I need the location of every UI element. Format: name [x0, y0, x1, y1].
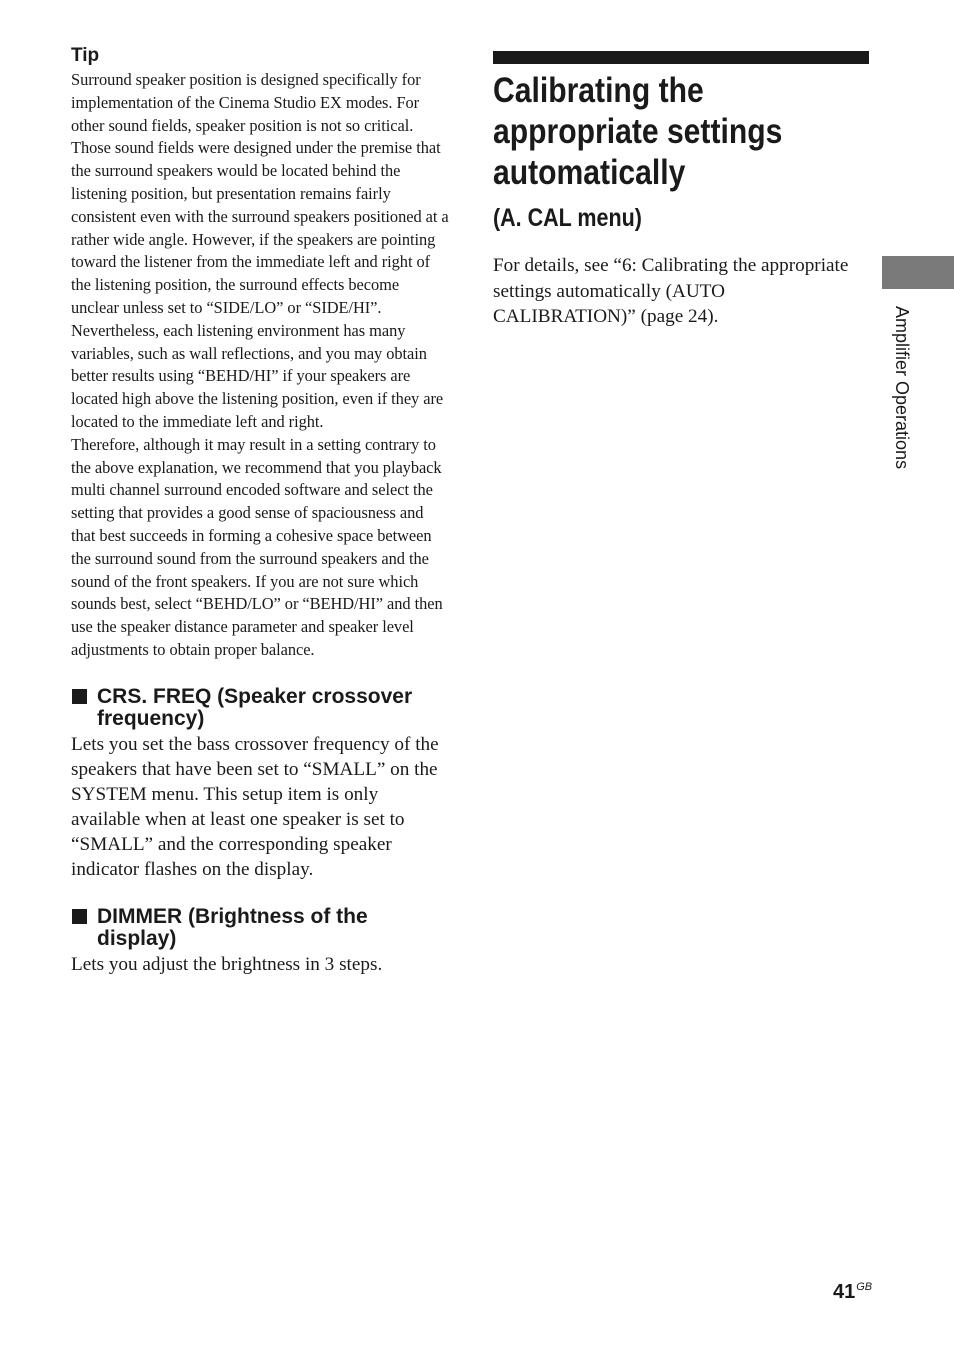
page-subtitle: (A. CAL menu) — [493, 204, 642, 232]
page-number-value: 41 — [833, 1281, 856, 1303]
page-number-suffix: GB — [856, 1281, 873, 1293]
title-rule — [493, 51, 869, 64]
square-bullet-icon — [72, 689, 87, 704]
tip-paragraph-4: Therefore, although it may result in a setting contrary to the above explanation, we recommend that you playback multi channel surround encoded software and select the setting that provides a good sense of spaciousness and that best succeeds in forming a cohesive space between the surround sound from the surround speakers and the sound of the front speakers. If you are not sure which sounds best, select “BEHD/LO” or “BEHD/HI” and then use the speaker distance parameter and speaker level adjustments to obtain proper balance. — [71, 434, 443, 659]
dimmer-heading-text: DIMMER (Brightness of the display) — [97, 904, 368, 950]
dimmer-section — [71, 906, 449, 977]
tip-paragraph-2: Those sound fields were designed under the premise that the surround speakers would be located behind the listening position, but presentation remains fairly consistent even with the surround speakers positioned at a rather wide angle. However, if the speakers are pointing toward the listener from the immediate left and right of the listening position, the surround effects become unclear unless set to “SIDE/LO” or “SIDE/HI”. — [71, 138, 449, 317]
crs-freq-section — [71, 686, 449, 882]
chapter-tab-label: Amplifier Operations — [892, 306, 912, 470]
tip-paragraph-1: Surround speaker position is designed specifically for implementation of the Cinema Studio EX modes. For other sound fields, speaker position is not so critical. — [71, 70, 421, 135]
crs-freq-body: Lets you set the bass crossover frequency of the speakers that have been set to “SMALL” on the SYSTEM menu. This setup item is only available when at least one speaker is set to “SMALL” and the corresponding speaker indicator flashes on the display. — [71, 733, 439, 880]
tip-paragraph-3: Nevertheless, each listening environment has many variables, such as wall reflections, and you may obtain better results using “BEHD/HI” if your speakers are located high above the listening position, even if they are located to the immediate left and right. — [71, 320, 444, 431]
left-column — [71, 44, 449, 977]
tip-heading: Tip — [71, 45, 100, 66]
crs-freq-heading — [71, 686, 449, 730]
right-column — [493, 51, 869, 330]
chapter-tab — [882, 256, 954, 289]
page-number — [833, 1281, 872, 1304]
square-bullet-icon — [72, 909, 87, 924]
dimmer-heading — [71, 906, 449, 950]
page-title: Calibrating the appropriate settings automatically — [493, 71, 783, 192]
dimmer-body: Lets you adjust the brightness in 3 steps. — [71, 953, 383, 975]
crs-freq-heading-text: CRS. FREQ (Speaker crossover frequency) — [97, 684, 413, 730]
calibration-details: For details, see “6: Calibrating the appropriate settings automatically (AUTO CALIBRATION)” (page 24). — [493, 255, 849, 327]
